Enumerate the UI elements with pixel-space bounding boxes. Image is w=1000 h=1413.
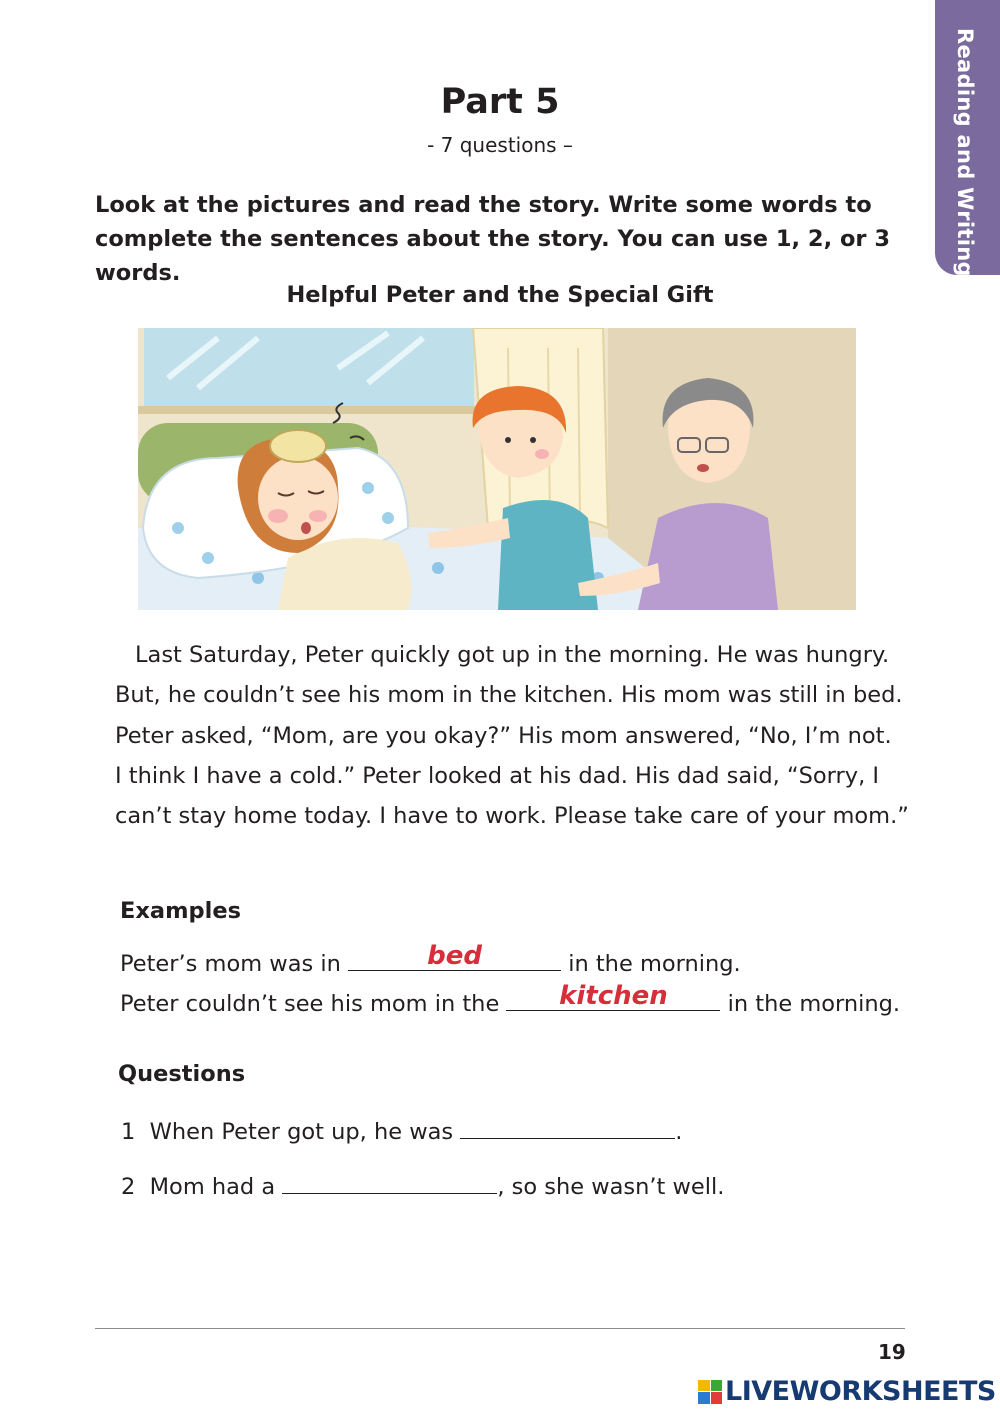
page-number: 19	[878, 1340, 906, 1364]
brand-logo	[698, 1376, 996, 1407]
story-line: I think I have a cold.” Peter looked at his dad. His dad said, “Sorry, I	[115, 762, 880, 789]
example-answer-blank	[506, 981, 720, 1011]
story-line: Last Saturday, Peter quickly got up in the morning. He was hungry.	[135, 642, 890, 668]
example-sentence	[120, 941, 741, 977]
question-text: , so she wasn’t well.	[497, 1174, 725, 1200]
question-1	[121, 1116, 682, 1145]
footer-divider	[95, 1328, 905, 1329]
story-line: Peter asked, “Mom, are you okay?” His mom answered, “No, I’m not.	[115, 722, 892, 749]
page-subtitle: - 7 questions –	[427, 133, 573, 157]
instructions: Look at the pictures and read the story. Write some words to complete the sentences about the story. You can use 1, 2, or 3 words.	[95, 192, 890, 286]
example-text: in the morning.	[720, 991, 901, 1017]
example-text: in the morning.	[561, 951, 741, 977]
question-text: .	[675, 1119, 683, 1145]
question-number: 1	[121, 1119, 136, 1145]
question-text: When Peter got up, he was	[149, 1119, 461, 1145]
questions-heading: Questions	[118, 1061, 246, 1087]
question-2	[121, 1171, 724, 1200]
brand-mark-icon	[698, 1380, 722, 1404]
question-text: Mom had a	[149, 1174, 283, 1200]
story-title: Helpful Peter and the Special Gift	[286, 282, 714, 308]
story-illustration	[138, 328, 856, 610]
brand-name: LIVEWORKSHEETS	[725, 1376, 996, 1407]
window	[138, 328, 478, 414]
answer-blank-1[interactable]	[460, 1116, 675, 1139]
example-answer-blank	[348, 941, 561, 971]
examples-heading: Examples	[120, 898, 241, 924]
story-text	[115, 635, 909, 836]
example-text: Peter’s mom was in	[120, 951, 349, 977]
example-text: Peter couldn’t see his mom in the	[120, 991, 507, 1017]
example-answer: bed	[427, 941, 482, 971]
example-sentence	[120, 981, 901, 1017]
question-number: 2	[121, 1174, 136, 1200]
story-line: can’t stay home today. I have to work. Please take care of your mom.”	[115, 803, 909, 830]
example-answer: kitchen	[559, 981, 668, 1011]
answer-blank-2[interactable]	[282, 1171, 497, 1194]
story-line: But, he couldn’t see his mom in the kitchen. His mom was still in bed.	[115, 682, 903, 709]
page-title: Part 5	[440, 82, 560, 122]
section-tab-label: Reading and Writing	[953, 28, 977, 277]
